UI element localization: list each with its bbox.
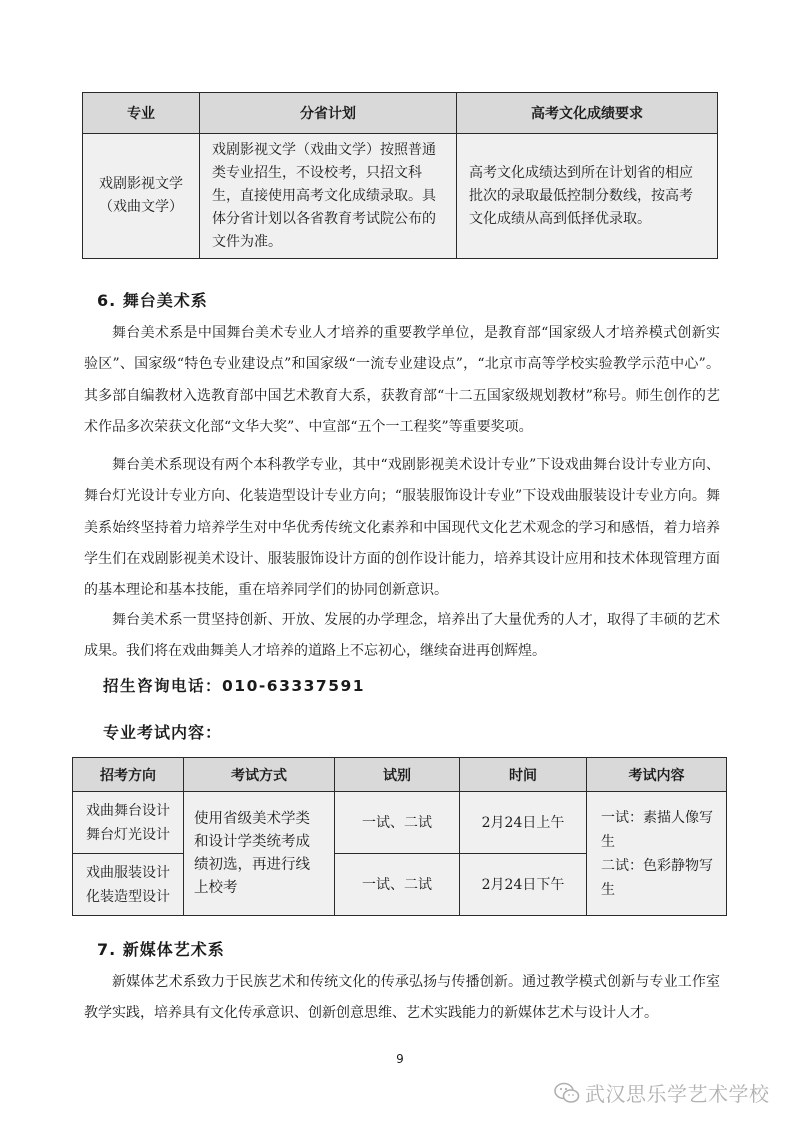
requirement-cell: 高考文化成绩达到所在计划省的相应批次的录取最低控制分数线，按高考文化成绩从高到低择优录取。: [457, 134, 718, 259]
direction-line2: 化装造型设计: [86, 888, 170, 905]
time-cell: 2月24日下午: [460, 854, 587, 916]
section-6-paragraph-3: 舞台美术系一贯坚持创新、开放、发展的办学理念，培养出了大量优秀的人才，取得了丰硕的艺术成果。我们将在戏曲舞美人才培养的道路上不忘初心，继续奋进再创辉煌。: [84, 612, 720, 660]
section-6-paragraph-1: 舞台美术系是中国舞台美术专业人才培养的重要教学单位，是教育部“国家级人才培养模式创新实验区”、国家级“特色专业建设点”和国家级“一流专业建设点”，“北京市高等学校实验教学示范中心”。其多部自编教材入选教育部中国艺术教育大系，获教育部“十二五国家级规划教材”称号。师生创作的艺术作品多次荣获文化部“文华大奖”、中宣部“五个一工程奖”等重要奖项。: [84, 325, 720, 435]
section-7-paragraph: 新媒体艺术系致力于民族艺术和传统文化的传承弘扬与传播创新。通过教学模式创新与专业工作室教学实践，培养具有文化传承意识、创新创意思维、艺术实践能力的新媒体艺术与设计人才。: [84, 974, 720, 1022]
major-name-line2: （戏曲文学）: [99, 199, 183, 215]
enrollment-phone: 招生咨询电话：010-63337591: [103, 677, 366, 695]
round-cell: 一试、二试: [335, 792, 460, 854]
major-table: [82, 92, 718, 259]
direction-cell: [73, 854, 184, 916]
header-method: 考试方式: [184, 758, 335, 792]
section-7-title: 7. 新媒体艺术系: [97, 940, 225, 959]
direction-line1: 戏曲服装设计: [86, 864, 170, 881]
round-cell: 一试、二试: [335, 854, 460, 916]
exam-table: [72, 757, 727, 916]
header-round: 试别: [335, 758, 460, 792]
watermark: [553, 1078, 770, 1107]
direction-line2: 舞台灯光设计: [86, 826, 170, 843]
content-line2: 二试：色彩静物写生: [601, 857, 713, 898]
wechat-icon: [553, 1081, 581, 1105]
content-line1: 一试：素描人像写生: [601, 809, 713, 850]
header-time: 时间: [460, 758, 587, 792]
direction-line1: 戏曲舞台设计: [86, 802, 170, 819]
content-cell: [587, 792, 727, 916]
method-cell: 使用省级美术学类和设计学类统考成绩初选，再进行线上校考: [184, 792, 335, 916]
time-cell: 2月24日上午: [460, 792, 587, 854]
major-cell: [83, 134, 200, 259]
header-major: 专业: [83, 93, 200, 134]
header-content: 考试内容: [587, 758, 727, 792]
header-direction: 招考方向: [73, 758, 184, 792]
major-name-line1: 戏剧影视文学: [99, 176, 183, 192]
header-plan: 分省计划: [200, 93, 457, 134]
page-number: 9: [396, 1052, 404, 1066]
header-requirement: 高考文化成绩要求: [457, 93, 718, 134]
watermark-text: 武汉思乐学艺术学校: [585, 1082, 770, 1106]
direction-cell: [73, 792, 184, 854]
section-6-title: 6. 舞台美术系: [97, 291, 208, 310]
section-6-paragraph-2: 舞台美术系现设有两个本科教学专业，其中“戏剧影视美术设计专业”下设戏曲舞台设计专业方向、舞台灯光设计专业方向、化装造型设计专业方向；“服装服饰设计专业”下设戏曲服装设计专业方向。舞美系始终坚持着力培养学生对中华优秀传统文化素养和中国现代文化艺术观念的学习和感悟，着力培养学生们在戏剧影视美术设计、服装服饰设计方面的创作设计能力，培养其设计应用和技术体现管理方面的基本理论和基本技能，重在培养同学们的协同创新意识。: [84, 457, 720, 599]
exam-content-title: 专业考试内容：: [103, 723, 223, 742]
plan-cell: 戏剧影视文学（戏曲文学）按照普通类专业招生，不设校考，只招文科生，直接使用高考文化成绩录取。具体分省计划以各省教育考试院公布的文件为准。: [200, 134, 457, 259]
